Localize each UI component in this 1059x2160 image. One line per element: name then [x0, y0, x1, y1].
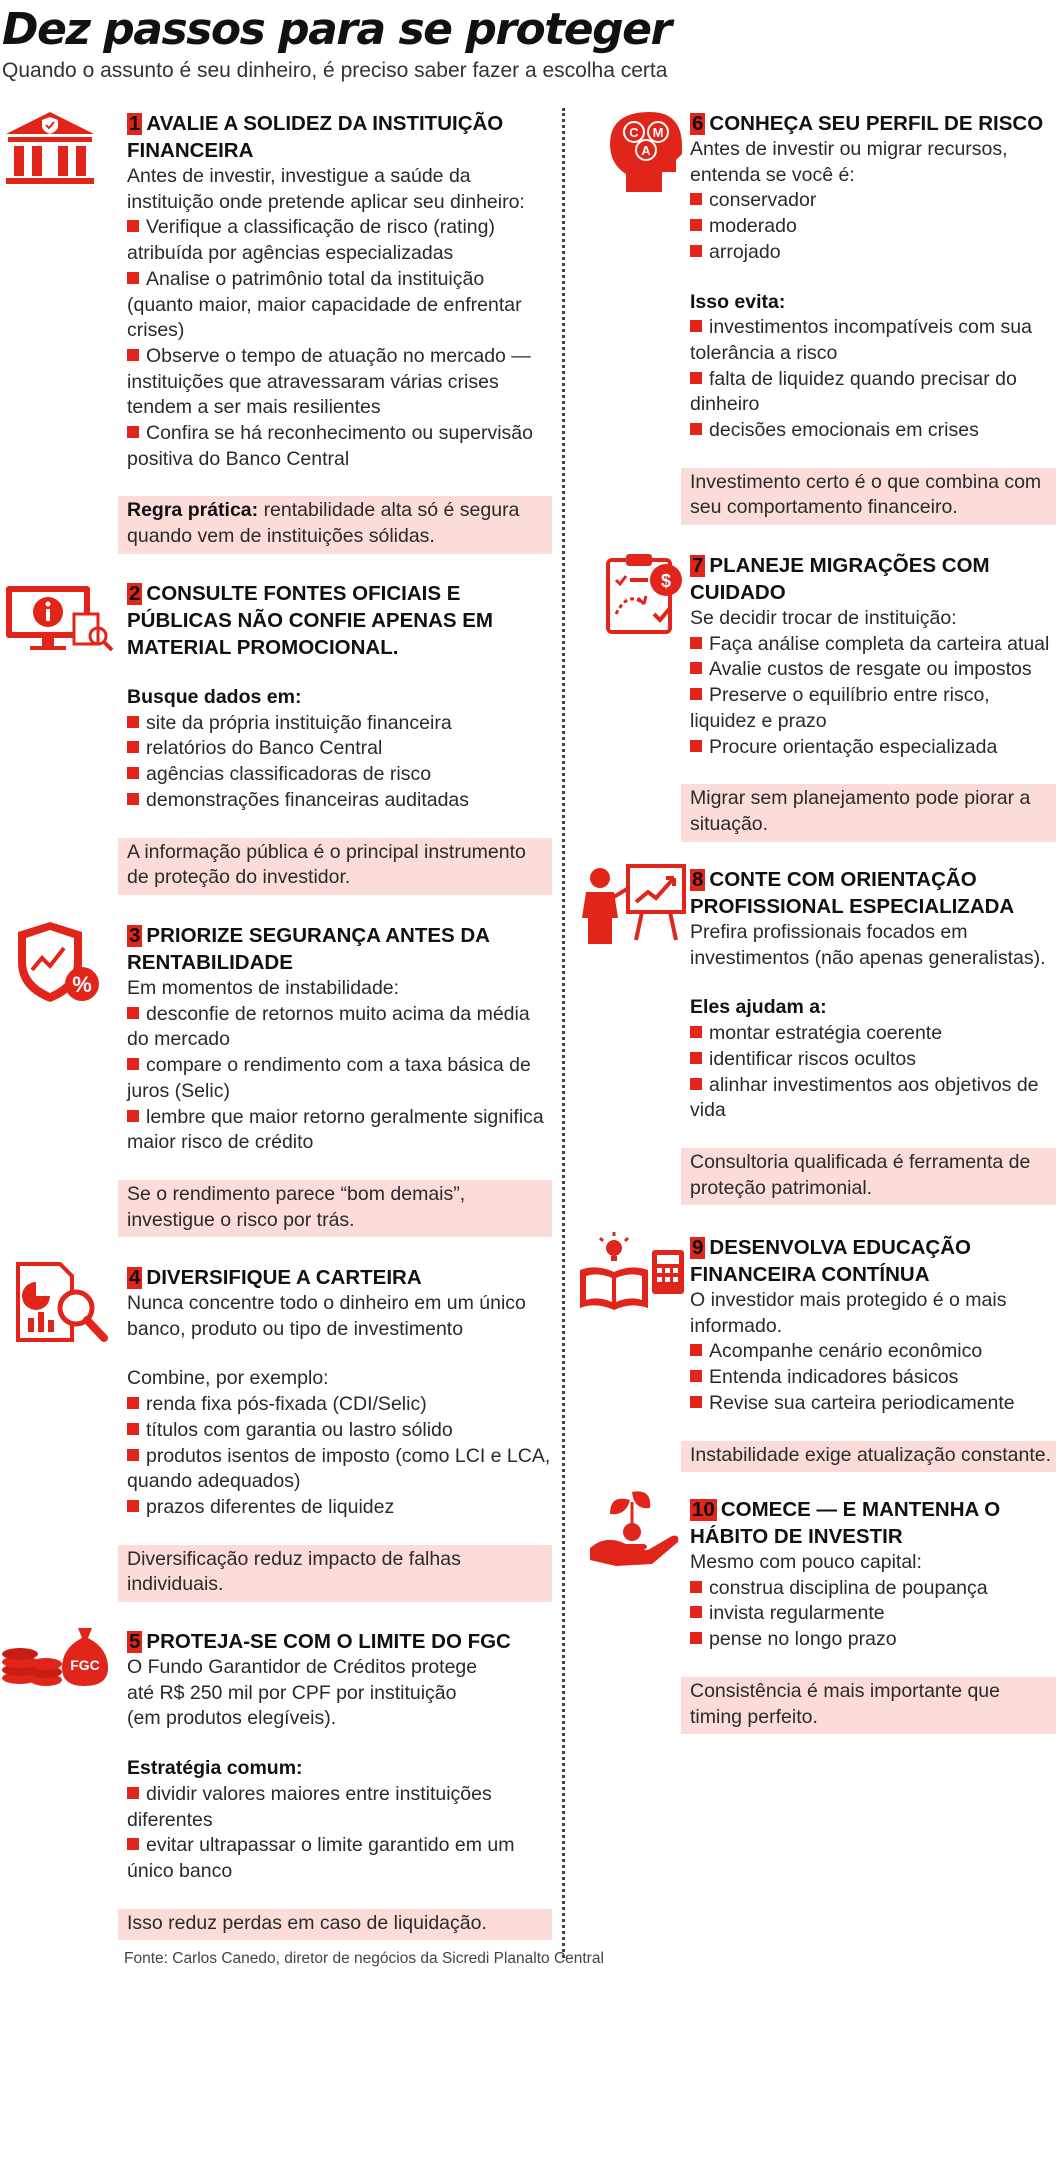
monitor-info-icon	[4, 584, 116, 656]
step-intro-line: O Fundo Garantidor de Créditos protege	[127, 1656, 478, 1678]
step-3	[127, 922, 552, 1237]
step-heading: 8 CONTE COM ORIENTAÇÃO PROFISSIONAL ESPECIALIZADA	[690, 868, 1015, 918]
bullet-item: prazos diferentes de liquidez	[127, 1495, 552, 1521]
bullet-item: evitar ultrapassar o limite garantido em um único banco	[127, 1833, 552, 1884]
step-9	[690, 1234, 1056, 1472]
step-intro: Antes de investir, investigue a saúde da instituição onde pretende aplicar seu dinheiro:	[127, 165, 525, 213]
bullet-item: Entenda indicadores básicos	[690, 1365, 1056, 1391]
report-magnifier-icon	[14, 1262, 108, 1346]
svg-text:%: %	[72, 972, 92, 997]
bullet-item: Analise o patrimônio total da instituição (quanto maior, maior capacidade de enfrentar crises)	[127, 267, 552, 344]
svg-text:$: $	[660, 571, 672, 591]
tip-box: Se o rendimento parece “bom demais”, investigue o risco por trás.	[118, 1180, 552, 1237]
book-calculator-icon	[576, 1232, 688, 1314]
source-credit: Fonte: Carlos Canedo, diretor de negócios da Sicredi Planalto Central	[124, 1950, 604, 1967]
step-intro: Se decidir trocar de instituição:	[690, 607, 957, 629]
bullet-item: agências classificadoras de risco	[127, 762, 552, 788]
hand-plant-coin-icon	[586, 1488, 682, 1570]
bullet-item: compare o rendimento com a taxa básica de juros (Selic)	[127, 1053, 552, 1104]
step-heading: 6 CONHEÇA SEU PERFIL DE RISCO	[692, 112, 1044, 135]
step-heading: 3 PRIORIZE SEGURANÇA ANTES DA RENTABILIDADE	[127, 924, 490, 974]
step-intro: O investidor mais protegido é o mais informado.	[690, 1289, 1007, 1337]
step-subheading: Isso evita:	[690, 290, 786, 313]
cma-letter-m: M	[652, 125, 664, 140]
step-4	[127, 1264, 552, 1602]
bullet-item: relatórios do Banco Central	[127, 736, 552, 762]
cma-letter-a: A	[641, 143, 651, 158]
step-subintro: Combine, por exemplo:	[127, 1367, 329, 1390]
bullet-item: Faça análise completa da carteira atual	[690, 632, 1056, 658]
column-divider	[562, 108, 565, 1958]
step-heading: 5 PROTEJA-SE COM O LIMITE DO FGC	[129, 1630, 511, 1653]
step-subheading: Eles ajudam a:	[690, 996, 827, 1019]
bullet-item: Preserve o equilíbrio entre risco, liquidez e prazo	[690, 683, 1056, 734]
clipboard-plan-icon	[604, 550, 686, 636]
head-cma-icon	[606, 110, 686, 194]
bullet-item: construa disciplina de poupança	[690, 1576, 1056, 1602]
step-intro: Nunca concentre todo o dinheiro em um único banco, produto ou tipo de investimento	[127, 1292, 526, 1340]
fgc-label: FGC	[70, 1657, 100, 1673]
tip-box: Consistência é mais importante que timing perfeito.	[681, 1677, 1056, 1734]
cma-letter-c: C	[629, 125, 639, 140]
step-number: 3	[129, 924, 141, 947]
step-heading: 7 PLANEJE MIGRAÇÕES COM CUIDADO	[690, 554, 990, 604]
bullet-item: Avalie custos de resgate ou impostos	[690, 657, 1056, 683]
step-8	[690, 866, 1056, 1205]
bullet-item: site da própria instituição financeira	[127, 711, 552, 737]
bullet-item: produtos isentos de imposto (como LCI e LCA, quando adequados)	[127, 1444, 552, 1495]
step-number: 7	[692, 554, 704, 577]
bullet-item: invista regularmente	[690, 1601, 1056, 1627]
bullet-item: identificar riscos ocultos	[690, 1047, 1056, 1073]
tip-box: Consultoria qualificada é ferramenta de proteção patrimonial.	[681, 1148, 1056, 1205]
step-heading: 10 COMECE — E MANTENHA O HÁBITO DE INVESTIR	[690, 1498, 1001, 1548]
step-number: 2	[129, 582, 141, 605]
step-10	[690, 1496, 1056, 1734]
bullet-item: decisões emocionais em crises	[690, 418, 1056, 444]
tip-box: Diversificação reduz impacto de falhas individuais.	[118, 1545, 552, 1602]
step-number: 6	[692, 112, 704, 135]
bullet-item: demonstrações financeiras auditadas	[127, 788, 552, 814]
coins-bag-icon	[0, 1620, 112, 1690]
step-heading: 4 DIVERSIFIQUE A CARTEIRA	[129, 1266, 422, 1289]
bullet-item: montar estratégia coerente	[690, 1021, 1056, 1047]
step-number: 9	[692, 1236, 704, 1259]
step-number: 1	[129, 112, 141, 135]
bullet-item: Acompanhe cenário econômico	[690, 1339, 1056, 1365]
step-subheading: Estratégia comum:	[127, 1757, 303, 1780]
bullet-item: moderado	[690, 214, 1056, 240]
page-subtitle: Quando o assunto é seu dinheiro, é preciso saber fazer a escolha certa	[2, 59, 668, 82]
tip-box: Migrar sem planejamento pode piorar a situação.	[681, 784, 1056, 841]
bullet-item: investimentos incompatíveis com sua tolerância a risco	[690, 315, 1056, 366]
step-6	[690, 110, 1056, 525]
step-intro-line: (em produtos elegíveis).	[127, 1707, 337, 1730]
page-title: Dez passos para se proteger	[2, 4, 671, 55]
shield-percent-icon	[12, 920, 100, 1006]
step-heading: 2 CONSULTE FONTES OFICIAIS E PÚBLICAS NÃO CONFIE APENAS EM MATERIAL PROMOCIONAL.	[127, 582, 493, 659]
bullet-item: dividir valores maiores entre instituições diferentes	[127, 1782, 552, 1833]
step-number: 10	[692, 1498, 715, 1521]
bullet-item: Procure orientação especializada	[690, 735, 1056, 761]
bullet-item: arrojado	[690, 240, 1056, 266]
bullet-item: Verifique a classificação de risco (rating) atribuída por agências especializadas	[127, 215, 552, 266]
bullet-item: Confira se há reconhecimento ou supervisão positiva do Banco Central	[127, 421, 552, 472]
bank-shield-icon	[0, 108, 100, 190]
presenter-chart-icon	[578, 864, 686, 946]
bullet-item: conservador	[690, 188, 1056, 214]
step-5	[127, 1628, 552, 1940]
tip-box: A informação pública é o principal instrumento de proteção do investidor.	[118, 838, 552, 895]
tip-box: Instabilidade exige atualização constante.	[681, 1441, 1056, 1473]
bullet-item: renda fixa pós-fixada (CDI/Selic)	[127, 1392, 552, 1418]
tip-box: Investimento certo é o que combina com seu comportamento financeiro.	[681, 468, 1056, 525]
bullet-item: lembre que maior retorno geralmente significa maior risco de crédito	[127, 1105, 552, 1156]
step-heading: 1 AVALIE A SOLIDEZ DA INSTITUIÇÃO FINANCEIRA	[127, 112, 504, 162]
step-intro: Mesmo com pouco capital:	[690, 1551, 922, 1573]
tip-box: Isso reduz perdas em caso de liquidação.	[118, 1909, 552, 1941]
bullet-item: pense no longo prazo	[690, 1627, 1056, 1653]
step-7	[690, 552, 1056, 842]
step-intro: Antes de investir ou migrar recursos, entenda se você é:	[690, 138, 1008, 186]
step-subheading: Busque dados em:	[127, 686, 302, 708]
step-number: 8	[692, 868, 704, 891]
tip-box: Regra prática: rentabilidade alta só é segura quando vem de instituições sólidas.	[118, 496, 552, 553]
bullet-item: desconfie de retornos muito acima da média do mercado	[127, 1002, 552, 1053]
step-intro: Prefira profissionais focados em investimentos (não apenas generalistas).	[690, 921, 1046, 969]
step-2	[127, 580, 552, 895]
bullet-item: falta de liquidez quando precisar do dinheiro	[690, 367, 1056, 418]
bullet-item: títulos com garantia ou lastro sólido	[127, 1418, 552, 1444]
bullet-item: Observe o tempo de atuação no mercado — instituições que atravessaram várias crises tendem a ser mais resilientes	[127, 344, 552, 421]
bullet-item: alinhar investimentos aos objetivos de vida	[690, 1073, 1056, 1124]
bullet-item: Revise sua carteira periodicamente	[690, 1391, 1056, 1417]
step-intro-line: até R$ 250 mil por CPF por instituição	[127, 1681, 457, 1704]
step-1	[127, 110, 552, 554]
step-number: 5	[129, 1630, 141, 1653]
step-heading: 9 DESENVOLVA EDUCAÇÃO FINANCEIRA CONTÍNUA	[690, 1236, 971, 1286]
step-number: 4	[129, 1266, 141, 1289]
step-intro: Em momentos de instabilidade:	[127, 977, 400, 999]
